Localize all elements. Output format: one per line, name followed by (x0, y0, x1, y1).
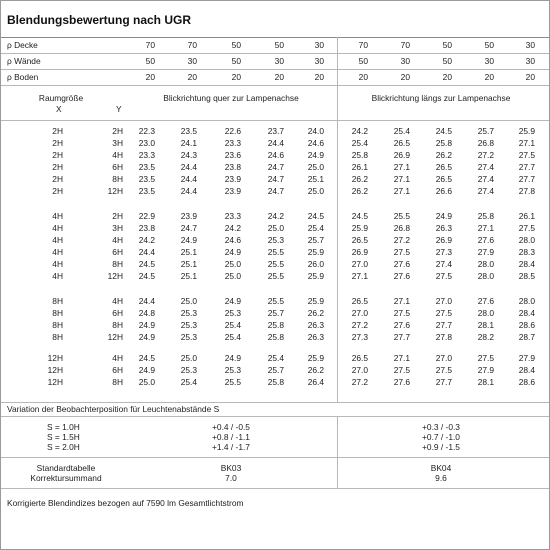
ugr-value: 25.0 (307, 186, 324, 196)
ugr-value: 26.4 (307, 377, 324, 387)
room-y: 6H (112, 308, 123, 318)
correction-laengs: 9.6 (435, 473, 447, 483)
room-x: 2H (52, 186, 63, 196)
ugr-value: 25.0 (267, 223, 284, 233)
room-y: 3H (112, 223, 123, 233)
ugr-value: 24.7 (180, 223, 197, 233)
ugr-value: 25.4 (180, 377, 197, 387)
ugr-value: 26.3 (307, 332, 324, 342)
rho-value: 70 (358, 40, 368, 50)
ugr-value: 27.1 (393, 174, 410, 184)
rho-value: 50 (358, 56, 368, 66)
divider-variation-end (1, 457, 549, 458)
room-y: 6H (112, 247, 123, 257)
ugr-value: 25.9 (307, 353, 324, 363)
ugr-value: 24.4 (267, 138, 284, 148)
variation-laengs: +0.9 / -1.5 (422, 442, 460, 452)
rho-value: 30 (484, 56, 494, 66)
ugr-value: 24.9 (138, 320, 155, 330)
ugr-value: 27.4 (477, 186, 494, 196)
ugr-value: 27.8 (518, 186, 535, 196)
ugr-value: 25.1 (180, 271, 197, 281)
ugr-value: 25.5 (267, 259, 284, 269)
ugr-value: 27.5 (393, 247, 410, 257)
divider-data-end (1, 402, 549, 403)
ugr-value: 26.5 (351, 353, 368, 363)
ugr-value: 27.5 (435, 271, 452, 281)
header-y: Y (116, 104, 122, 114)
ugr-value: 27.7 (435, 377, 452, 387)
ugr-value: 28.3 (518, 247, 535, 257)
ugr-value: 27.9 (477, 365, 494, 375)
ugr-value: 25.3 (224, 365, 241, 375)
ugr-value: 26.9 (435, 235, 452, 245)
ugr-value: 23.6 (224, 150, 241, 160)
ugr-value: 27.5 (518, 223, 535, 233)
ugr-value: 23.3 (224, 211, 241, 221)
ugr-value: 23.5 (180, 126, 197, 136)
ugr-value: 27.1 (351, 271, 368, 281)
rho-value: 70 (400, 40, 410, 50)
ugr-value: 25.5 (393, 211, 410, 221)
ugr-value: 22.6 (224, 126, 241, 136)
room-x: 12H (47, 353, 63, 363)
ugr-value: 27.0 (435, 353, 452, 363)
ugr-value: 25.5 (267, 296, 284, 306)
ugr-value: 26.5 (351, 235, 368, 245)
ugr-value: 26.2 (307, 365, 324, 375)
ugr-value: 27.0 (435, 296, 452, 306)
ugr-value: 27.6 (393, 377, 410, 387)
ugr-value: 26.6 (435, 186, 452, 196)
rho-value: 30 (187, 56, 197, 66)
ugr-value: 27.6 (477, 296, 494, 306)
ugr-value: 27.1 (393, 186, 410, 196)
ugr-value: 25.3 (180, 365, 197, 375)
ugr-value: 22.3 (138, 126, 155, 136)
rho-value: 20 (484, 72, 494, 82)
room-y: 4H (112, 150, 123, 160)
rho-value: 20 (400, 72, 410, 82)
ugr-value: 28.4 (518, 365, 535, 375)
room-y: 12H (107, 186, 123, 196)
ugr-value: 24.2 (224, 223, 241, 233)
ugr-value: 23.3 (224, 138, 241, 148)
ugr-value: 27.2 (477, 150, 494, 160)
ugr-value: 26.3 (435, 223, 452, 233)
ugr-value: 23.5 (138, 186, 155, 196)
ugr-value: 27.6 (393, 320, 410, 330)
ugr-value: 27.1 (393, 353, 410, 363)
spacing-label: S = 2.0H (47, 442, 80, 452)
ugr-value: 27.7 (518, 174, 535, 184)
header-laengs: Blickrichtung längs zur Lampenachse (371, 93, 511, 103)
ugr-value: 24.2 (138, 235, 155, 245)
ugr-value: 25.8 (267, 332, 284, 342)
variation-quer: +0.8 / -1.1 (212, 432, 250, 442)
header-quer: Blickrichtung quer zur Lampenachse (163, 93, 299, 103)
room-y: 6H (112, 162, 123, 172)
ugr-value: 24.9 (180, 235, 197, 245)
ugr-value: 25.4 (307, 223, 324, 233)
ugr-value: 25.3 (267, 235, 284, 245)
ugr-value: 25.9 (351, 223, 368, 233)
standard-label: Standardtabelle (36, 463, 96, 473)
ugr-value: 24.9 (307, 150, 324, 160)
rho-value: 50 (442, 40, 452, 50)
room-y: 4H (112, 296, 123, 306)
ugr-value: 27.6 (477, 235, 494, 245)
room-y: 2H (112, 126, 123, 136)
ugr-value: 28.0 (518, 235, 535, 245)
room-x: 12H (47, 377, 63, 387)
rho-value: 50 (145, 56, 155, 66)
ugr-value: 24.9 (435, 211, 452, 221)
rho-value: 20 (145, 72, 155, 82)
ugr-value: 24.9 (138, 365, 155, 375)
room-x: 4H (52, 271, 63, 281)
variation-quer: +1.4 / -1.7 (212, 442, 250, 452)
divider-variation-title (1, 416, 549, 417)
ugr-value: 24.5 (138, 271, 155, 281)
ugr-value: 25.4 (224, 332, 241, 342)
ugr-value: 28.1 (477, 377, 494, 387)
ugr-value: 25.4 (351, 138, 368, 148)
variation-title: Variation der Beobachterposition für Leuchtenabstände S (7, 404, 220, 414)
ugr-value: 27.8 (435, 332, 452, 342)
ugr-value: 26.5 (393, 138, 410, 148)
ugr-value: 24.6 (307, 138, 324, 148)
ugr-value: 27.4 (435, 259, 452, 269)
divider-standard-end (1, 488, 549, 489)
ugr-value: 27.9 (477, 247, 494, 257)
ugr-value: 25.3 (180, 332, 197, 342)
ugr-value: 23.5 (138, 174, 155, 184)
room-x: 2H (52, 126, 63, 136)
rho-value: 20 (274, 72, 284, 82)
variation-laengs: +0.3 / -0.3 (422, 422, 460, 432)
ugr-value: 27.5 (477, 353, 494, 363)
ugr-value: 27.1 (393, 296, 410, 306)
ugr-value: 26.9 (351, 247, 368, 257)
ugr-value: 27.5 (435, 365, 452, 375)
rho-value: 20 (358, 72, 368, 82)
ugr-value: 25.1 (180, 259, 197, 269)
ugr-value: 26.8 (477, 138, 494, 148)
ugr-value: 24.6 (267, 150, 284, 160)
ugr-value: 23.9 (180, 211, 197, 221)
ugr-value: 27.7 (518, 162, 535, 172)
ugr-value: 25.4 (224, 320, 241, 330)
variation-laengs: +0.7 / -1.0 (422, 432, 460, 442)
ugr-value: 23.0 (138, 138, 155, 148)
ugr-value: 23.3 (138, 150, 155, 160)
correction-label: Korrektursummand (30, 473, 102, 483)
ugr-value: 26.5 (351, 296, 368, 306)
room-x: 2H (52, 174, 63, 184)
room-x: 2H (52, 138, 63, 148)
ugr-value: 24.7 (267, 186, 284, 196)
ugr-value: 25.3 (180, 308, 197, 318)
ugr-value: 28.0 (477, 271, 494, 281)
ugr-value: 25.5 (224, 377, 241, 387)
rho-value: 30 (274, 56, 284, 66)
room-y: 4H (112, 235, 123, 245)
room-y: 2H (112, 211, 123, 221)
room-y: 6H (112, 365, 123, 375)
room-y: 12H (107, 332, 123, 342)
ugr-value: 24.5 (138, 259, 155, 269)
ugr-value: 25.9 (307, 271, 324, 281)
rho-value: 20 (442, 72, 452, 82)
ugr-value: 24.4 (180, 174, 197, 184)
room-x: 2H (52, 162, 63, 172)
ugr-value: 24.7 (267, 162, 284, 172)
ugr-value: 24.9 (224, 296, 241, 306)
rho-label: ρ Wände (7, 56, 41, 66)
ugr-value: 26.2 (435, 150, 452, 160)
ugr-value: 25.8 (267, 320, 284, 330)
room-x: 4H (52, 259, 63, 269)
rho-value: 30 (525, 40, 535, 50)
ugr-value: 27.2 (351, 377, 368, 387)
ugr-value: 25.0 (224, 259, 241, 269)
ugr-value: 24.0 (307, 126, 324, 136)
ugr-value: 27.3 (435, 247, 452, 257)
room-x: 8H (52, 308, 63, 318)
ugr-value: 23.9 (224, 186, 241, 196)
ugr-value: 26.5 (435, 162, 452, 172)
ugr-value: 28.4 (518, 259, 535, 269)
ugr-value: 28.6 (518, 377, 535, 387)
rho-value: 50 (484, 40, 494, 50)
ugr-value: 24.5 (307, 211, 324, 221)
ugr-value: 25.5 (267, 271, 284, 281)
ugr-value: 25.0 (307, 162, 324, 172)
standard-quer: BK03 (220, 463, 242, 473)
footer-note: Korrigierte Blendindizes bezogen auf 7590 lm Gesamtlichtstrom (7, 498, 244, 508)
ugr-value: 26.8 (393, 223, 410, 233)
ugr-value: 27.5 (393, 308, 410, 318)
ugr-value: 26.1 (518, 211, 535, 221)
ugr-value: 25.9 (307, 247, 324, 257)
ugr-value: 27.0 (351, 259, 368, 269)
ugr-value: 27.7 (435, 320, 452, 330)
ugr-value: 25.9 (307, 296, 324, 306)
room-x: 4H (52, 223, 63, 233)
ugr-value: 27.1 (477, 223, 494, 233)
rho-value: 20 (525, 72, 535, 82)
ugr-value: 24.4 (180, 186, 197, 196)
rho-value: 50 (274, 40, 284, 50)
ugr-value: 25.7 (267, 308, 284, 318)
ugr-value: 28.0 (477, 308, 494, 318)
rho-value: 50 (231, 56, 241, 66)
ugr-value: 28.4 (518, 308, 535, 318)
ugr-value: 28.2 (477, 332, 494, 342)
ugr-value: 25.1 (180, 247, 197, 257)
room-y: 8H (112, 259, 123, 269)
spacing-label: S = 1.5H (47, 432, 80, 442)
rho-value: 30 (400, 56, 410, 66)
ugr-value: 24.9 (224, 353, 241, 363)
ugr-value: 27.4 (477, 162, 494, 172)
ugr-value: 27.1 (518, 138, 535, 148)
ugr-value: 27.0 (351, 308, 368, 318)
ugr-value: 23.8 (224, 162, 241, 172)
rho-value: 50 (231, 40, 241, 50)
ugr-value: 27.6 (393, 271, 410, 281)
ugr-value: 24.4 (138, 247, 155, 257)
room-y: 3H (112, 138, 123, 148)
ugr-value: 24.9 (224, 247, 241, 257)
ugr-value: 27.5 (393, 365, 410, 375)
room-x: 4H (52, 247, 63, 257)
rho-value: 70 (145, 40, 155, 50)
ugr-value: 23.7 (267, 126, 284, 136)
ugr-value: 23.8 (138, 223, 155, 233)
divider-rho-2 (1, 69, 549, 70)
ugr-value: 23.9 (224, 174, 241, 184)
divider-center-lower (337, 417, 338, 489)
ugr-value: 25.8 (267, 377, 284, 387)
standard-laengs: BK04 (430, 463, 452, 473)
ugr-value: 24.4 (180, 162, 197, 172)
ugr-value: 27.7 (393, 332, 410, 342)
ugr-value: 28.0 (477, 259, 494, 269)
rho-value: 70 (187, 40, 197, 50)
room-x: 8H (52, 320, 63, 330)
ugr-value: 24.2 (351, 126, 368, 136)
room-x: 4H (52, 211, 63, 221)
ugr-value: 26.5 (435, 174, 452, 184)
ugr-value: 25.4 (267, 353, 284, 363)
room-y: 8H (112, 377, 123, 387)
ugr-value: 25.3 (180, 320, 197, 330)
ugr-value: 25.1 (307, 174, 324, 184)
rho-label: ρ Boden (7, 72, 39, 82)
room-y: 8H (112, 320, 123, 330)
ugr-value: 27.0 (351, 365, 368, 375)
ugr-value: 24.2 (267, 211, 284, 221)
ugr-value: 25.7 (477, 126, 494, 136)
ugr-value: 26.2 (351, 174, 368, 184)
ugr-value: 25.9 (518, 126, 535, 136)
ugr-value: 25.0 (180, 296, 197, 306)
room-y: 12H (107, 271, 123, 281)
ugr-value: 28.6 (518, 320, 535, 330)
ugr-value: 25.8 (477, 211, 494, 221)
header-raumgroesse: Raumgröße (38, 93, 84, 103)
rho-value: 20 (187, 72, 197, 82)
rho-label: ρ Decke (7, 40, 38, 50)
room-x: 4H (52, 235, 63, 245)
ugr-value: 26.9 (393, 150, 410, 160)
ugr-value: 28.5 (518, 271, 535, 281)
divider-rho-3 (1, 85, 549, 86)
divider-rho-1 (1, 53, 549, 54)
ugr-value: 24.3 (180, 150, 197, 160)
rho-value: 30 (314, 56, 324, 66)
room-y: 8H (112, 174, 123, 184)
ugr-value: 25.4 (393, 126, 410, 136)
room-x: 8H (52, 296, 63, 306)
ugr-value: 24.8 (138, 308, 155, 318)
ugr-value: 24.9 (138, 332, 155, 342)
ugr-value: 24.6 (224, 235, 241, 245)
ugr-value: 25.5 (267, 247, 284, 257)
ugr-value: 25.8 (351, 150, 368, 160)
ugr-value: 27.4 (477, 174, 494, 184)
ugr-value: 24.7 (267, 174, 284, 184)
ugr-value: 25.0 (180, 353, 197, 363)
ugr-value: 25.8 (435, 138, 452, 148)
ugr-value: 26.3 (307, 320, 324, 330)
page-title: Blendungsbewertung nach UGR (7, 13, 192, 27)
ugr-value: 25.0 (224, 271, 241, 281)
ugr-value: 27.2 (351, 320, 368, 330)
ugr-value: 26.2 (307, 308, 324, 318)
ugr-value: 28.0 (518, 296, 535, 306)
ugr-value: 27.5 (435, 308, 452, 318)
divider-title (1, 37, 549, 38)
ugr-value: 25.7 (267, 365, 284, 375)
correction-quer: 7.0 (225, 473, 237, 483)
ugr-value: 25.7 (307, 235, 324, 245)
ugr-value: 27.9 (518, 353, 535, 363)
ugr-value: 22.9 (138, 211, 155, 221)
spacing-label: S = 1.0H (47, 422, 80, 432)
rho-value: 20 (231, 72, 241, 82)
ugr-value: 27.3 (351, 332, 368, 342)
ugr-value: 26.1 (351, 162, 368, 172)
divider-header (1, 120, 549, 121)
room-y: 4H (112, 353, 123, 363)
ugr-value: 27.2 (393, 235, 410, 245)
rho-value: 50 (442, 56, 452, 66)
ugr-value: 27.1 (393, 162, 410, 172)
ugr-value: 24.5 (138, 353, 155, 363)
ugr-value: 25.3 (224, 308, 241, 318)
ugr-value: 28.7 (518, 332, 535, 342)
header-x: X (56, 104, 62, 114)
room-x: 2H (52, 150, 63, 160)
room-x: 8H (52, 332, 63, 342)
ugr-value: 28.1 (477, 320, 494, 330)
rho-value: 30 (314, 40, 324, 50)
ugr-value: 25.0 (138, 377, 155, 387)
room-x: 12H (47, 365, 63, 375)
ugr-value: 26.2 (351, 186, 368, 196)
rho-value: 30 (525, 56, 535, 66)
ugr-value: 26.0 (307, 259, 324, 269)
ugr-value: 24.5 (351, 211, 368, 221)
ugr-value: 24.1 (180, 138, 197, 148)
ugr-value: 24.4 (138, 296, 155, 306)
variation-quer: +0.4 / -0.5 (212, 422, 250, 432)
ugr-value: 24.5 (435, 126, 452, 136)
rho-value: 20 (314, 72, 324, 82)
ugr-value: 27.5 (518, 150, 535, 160)
ugr-value: 23.5 (138, 162, 155, 172)
ugr-value: 27.6 (393, 259, 410, 269)
